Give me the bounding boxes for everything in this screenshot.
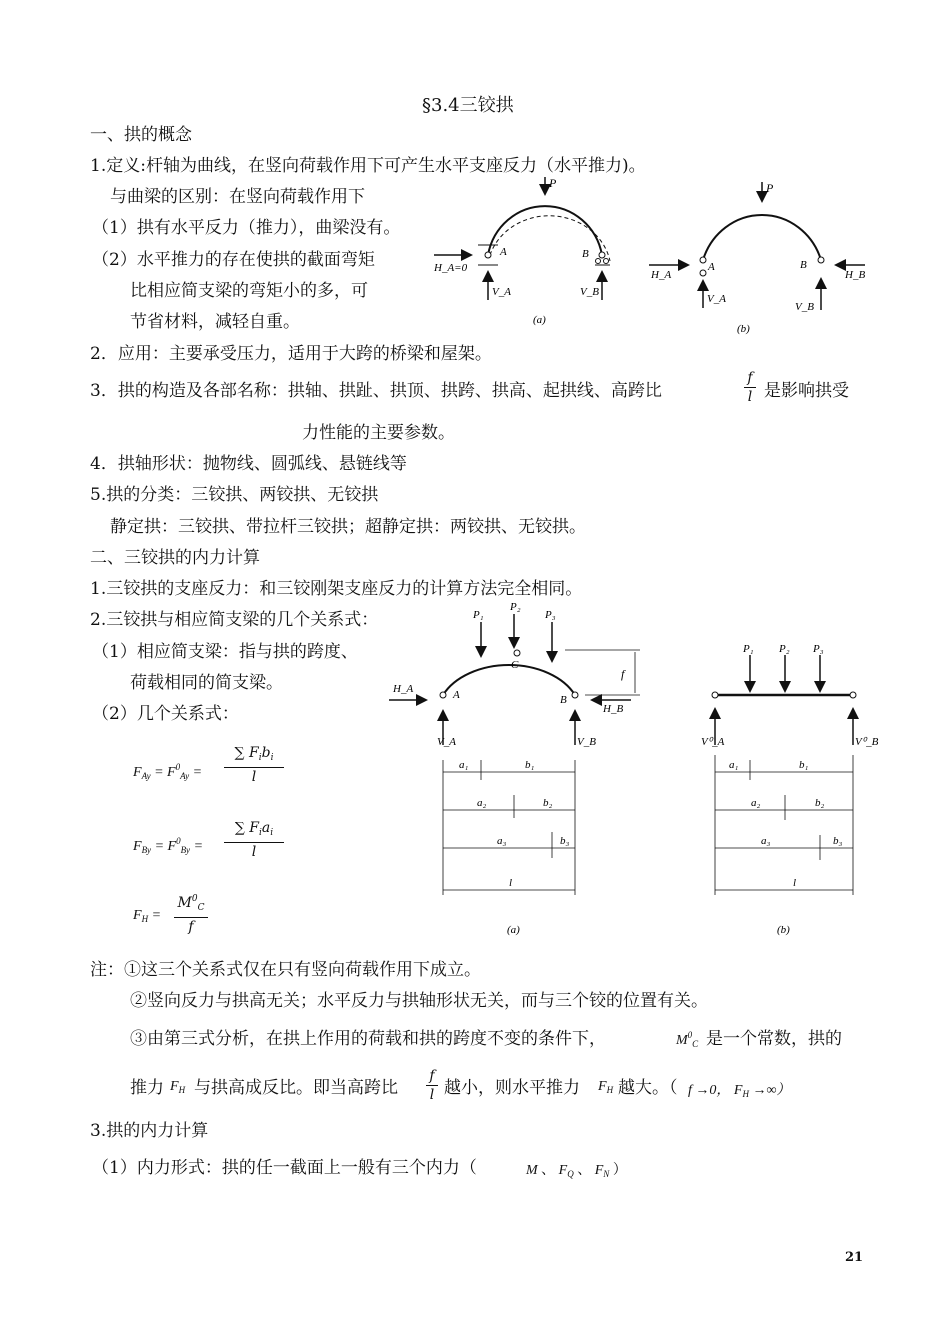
- axis-shape-text: 4．拱轴形状：抛物线、圆弧线、悬链线等: [90, 454, 407, 474]
- hb-label-3: H_B: [603, 703, 624, 715]
- ratio-fraction: f l: [744, 370, 756, 405]
- classification-text: 5.拱的分类：三铰拱、两铰拱、无铰拱: [90, 485, 379, 505]
- simple-beam-def-b: 荷载相同的简支梁。: [130, 673, 283, 693]
- figure-arch-thrust: [645, 180, 875, 340]
- formula-fay-fraction: ∑ $F_ib_i$ l: [224, 745, 284, 785]
- inline-ratio-fraction: f l: [426, 1068, 438, 1103]
- b1-label-4: b₁: [799, 759, 809, 771]
- fig2-caption: (b): [737, 323, 750, 335]
- formula-fby: $F_{By} = F^0_{By}$ =: [133, 836, 204, 855]
- a3-label: a₃: [497, 835, 507, 847]
- structure-text-a: 3．拱的构造及各部名称：拱轴、拱趾、拱顶、拱跨、拱高、起拱线、高跨比: [90, 381, 662, 401]
- load-p-label-2: P: [766, 181, 774, 195]
- inline-fh-2: $F_H$: [598, 1079, 614, 1095]
- inline-mc0: $M^0_C$: [676, 1030, 699, 1049]
- note-4d: 越大。（: [618, 1078, 678, 1098]
- vb-label: V_B: [580, 286, 599, 298]
- arch-curve-3: [443, 665, 575, 695]
- p1-label: P₁: [473, 609, 484, 621]
- arch-curve-2: [703, 215, 821, 260]
- hinge-b: [599, 252, 605, 258]
- b2-label-4: b₂: [815, 797, 825, 809]
- a2-label: a₂: [477, 797, 487, 809]
- load-p-label: P: [549, 176, 557, 190]
- b1-label: b₁: [525, 759, 535, 771]
- structure-text-c: 力性能的主要参数。: [302, 423, 455, 443]
- hb-label-2: H_B: [845, 269, 866, 281]
- vb-label-3: V_B: [577, 736, 596, 748]
- figure-arch-dimensions: [385, 600, 650, 945]
- fig1-caption: (a): [533, 314, 546, 326]
- inline-fh: $F_H$: [170, 1079, 186, 1095]
- structure-text-b: 是影响拱受: [764, 381, 849, 401]
- inline-limit: f →0， $F_H$ →∞）: [688, 1083, 791, 1099]
- va0-label: V⁰_A: [701, 736, 725, 748]
- vb0-label: V⁰_B: [855, 736, 879, 748]
- difference-intro: 与曲梁的区别：在竖向荷载作用下: [110, 187, 365, 207]
- hinge-c: [514, 650, 520, 656]
- f-label: f: [621, 667, 625, 681]
- fig3-caption: (a): [507, 924, 520, 936]
- va-label-2: V_A: [707, 293, 726, 305]
- fig4-caption: (b): [777, 924, 790, 936]
- vb-label-2: V_B: [795, 301, 814, 313]
- note-3b: 是一个常数，拱的: [706, 1029, 842, 1049]
- support-reaction-text: 1.三铰拱的支座反力：和三铰刚架支座反力的计算方法完全相同。: [90, 579, 583, 599]
- note-3a: ③由第三式分析，在拱上作用的荷载和拱的跨度不变的条件下，: [130, 1029, 606, 1049]
- formula-fby-fraction: ∑ $F_ia_i$ l: [224, 820, 284, 860]
- ha-label-2: H_A: [651, 269, 672, 281]
- p2-label-4: P₂: [779, 643, 790, 655]
- internal-force-form-a: （1）内力形式：拱的任一截面上一般有三个内力（: [92, 1158, 477, 1178]
- page-number: 21: [845, 1250, 864, 1265]
- a-label-2: A: [708, 261, 715, 273]
- formula-fay: $F_{Ay} = F^0_{Ay}$ =: [133, 762, 203, 781]
- note-4a: 推力: [130, 1078, 164, 1098]
- formula-fh: $F_H$ =: [133, 908, 162, 924]
- b2-label: b₂: [543, 797, 553, 809]
- difference-2a: （2）水平推力的存在使拱的截面弯矩: [92, 250, 375, 270]
- ha0-label: H_A=0: [434, 262, 468, 274]
- heading-arch-concept: 一、拱的概念: [90, 125, 192, 145]
- va-label-3: V_A: [437, 736, 456, 748]
- a1-label: a₁: [459, 759, 469, 771]
- section-title: §3.4三铰拱: [422, 95, 514, 116]
- l-label: l: [509, 877, 513, 889]
- a2-label-4: a₂: [751, 797, 761, 809]
- formula-fh-fraction: $M^0_C$ f: [174, 891, 208, 935]
- a3-label-4: a₃: [761, 835, 771, 847]
- b-label: B: [582, 248, 589, 260]
- note-2: ②竖向反力与拱高无关；水平反力与拱轴形状无关，而与三个铰的位置有关。: [130, 991, 708, 1011]
- difference-2b: 比相应简支梁的弯矩小的多，可: [130, 281, 368, 301]
- figure-curved-beam: [430, 175, 630, 335]
- figure-simple-beam: [695, 630, 879, 945]
- arch-internal-force-heading: 3.拱的内力计算: [90, 1121, 209, 1141]
- hinge-a: [485, 252, 491, 258]
- classification-detail: 静定拱：三铰拱、带拉杆三铰拱；超静定拱：两铰拱、无铰拱。: [110, 517, 586, 537]
- relations-label: （2）几个关系式：: [92, 704, 239, 724]
- difference-1: （1）拱有水平反力（推力），曲梁没有。: [92, 218, 401, 238]
- a-label: A: [500, 246, 507, 258]
- difference-2c: 节省材料，减轻自重。: [130, 312, 300, 332]
- b3-label: b₃: [560, 835, 570, 847]
- p3-label-4: P₃: [813, 643, 824, 655]
- heading-internal-force: 二、三铰拱的内力计算: [90, 548, 260, 568]
- note-4c: 越小，则水平推力: [444, 1078, 580, 1098]
- p3-label: P₃: [545, 609, 556, 621]
- deformed-curve: [490, 216, 610, 261]
- inline-m-fq-fn: M 、 $F_Q$ 、 $F_N$ ）: [526, 1163, 627, 1179]
- simple-beam-def-a: （1）相应简支梁：指与拱的跨度、: [92, 642, 358, 662]
- c-label: C: [511, 659, 519, 671]
- a-label-3: A: [453, 689, 460, 701]
- b3-label-4: b₃: [833, 835, 843, 847]
- ha-label-3: H_A: [393, 683, 414, 695]
- p2-label: P₂: [510, 601, 521, 613]
- relations-intro: 2.三铰拱与相应简支梁的几个关系式：: [90, 610, 379, 630]
- va-label: V_A: [492, 286, 511, 298]
- b-label-2: B: [800, 259, 807, 271]
- p1-label-4: P₁: [743, 643, 754, 655]
- application-text: 2．应用：主要承受压力，适用于大跨的桥梁和屋架。: [90, 344, 492, 364]
- b-label-3: B: [560, 694, 567, 706]
- definition-text: 1.定义:杆轴为曲线，在竖向荷载作用下可产生水平支座反力（水平推力)。: [90, 156, 646, 176]
- note-1: 注：①这三个关系式仅在只有竖向荷载作用下成立。: [90, 960, 481, 980]
- a1-label-4: a₁: [729, 759, 739, 771]
- note-4b: 与拱高成反比。即当高跨比: [194, 1078, 398, 1098]
- l-label-4: l: [793, 877, 797, 889]
